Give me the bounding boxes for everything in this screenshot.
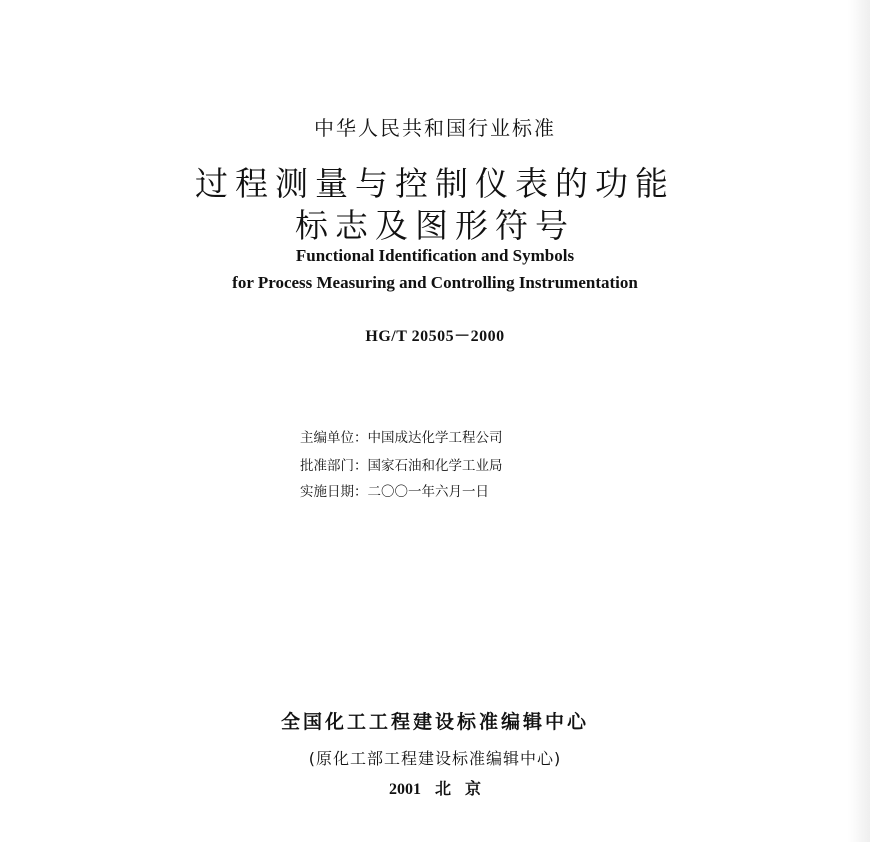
publication-year-place: 2001 北 京: [388, 781, 481, 798]
title-chinese-line-1: 过程测量与控制仪表的功能: [195, 164, 675, 203]
title-chinese-line-2: 标志及图形符号: [295, 206, 575, 245]
publisher-former-name: (原化工部工程建设标准编辑中心): [308, 749, 562, 768]
publisher-name: 全国化工工程建设标准编辑中心: [280, 711, 589, 733]
title-english-line-1: Functional Identification and Symbols: [295, 246, 575, 265]
standard-issuer: 中华人民共和国行业标准: [314, 116, 556, 140]
standard-number: HG/T 20505－2000: [365, 328, 505, 345]
editor-unit: 主编单位：中国成达化学工程公司: [300, 430, 503, 446]
effective-date: 实施日期：二〇〇一年六月一日: [300, 484, 489, 500]
title-english-line-2: for Process Measuring and Controlling Instrumentation: [232, 273, 638, 292]
approval-department: 批准部门：国家石油和化学工业局: [300, 458, 503, 474]
